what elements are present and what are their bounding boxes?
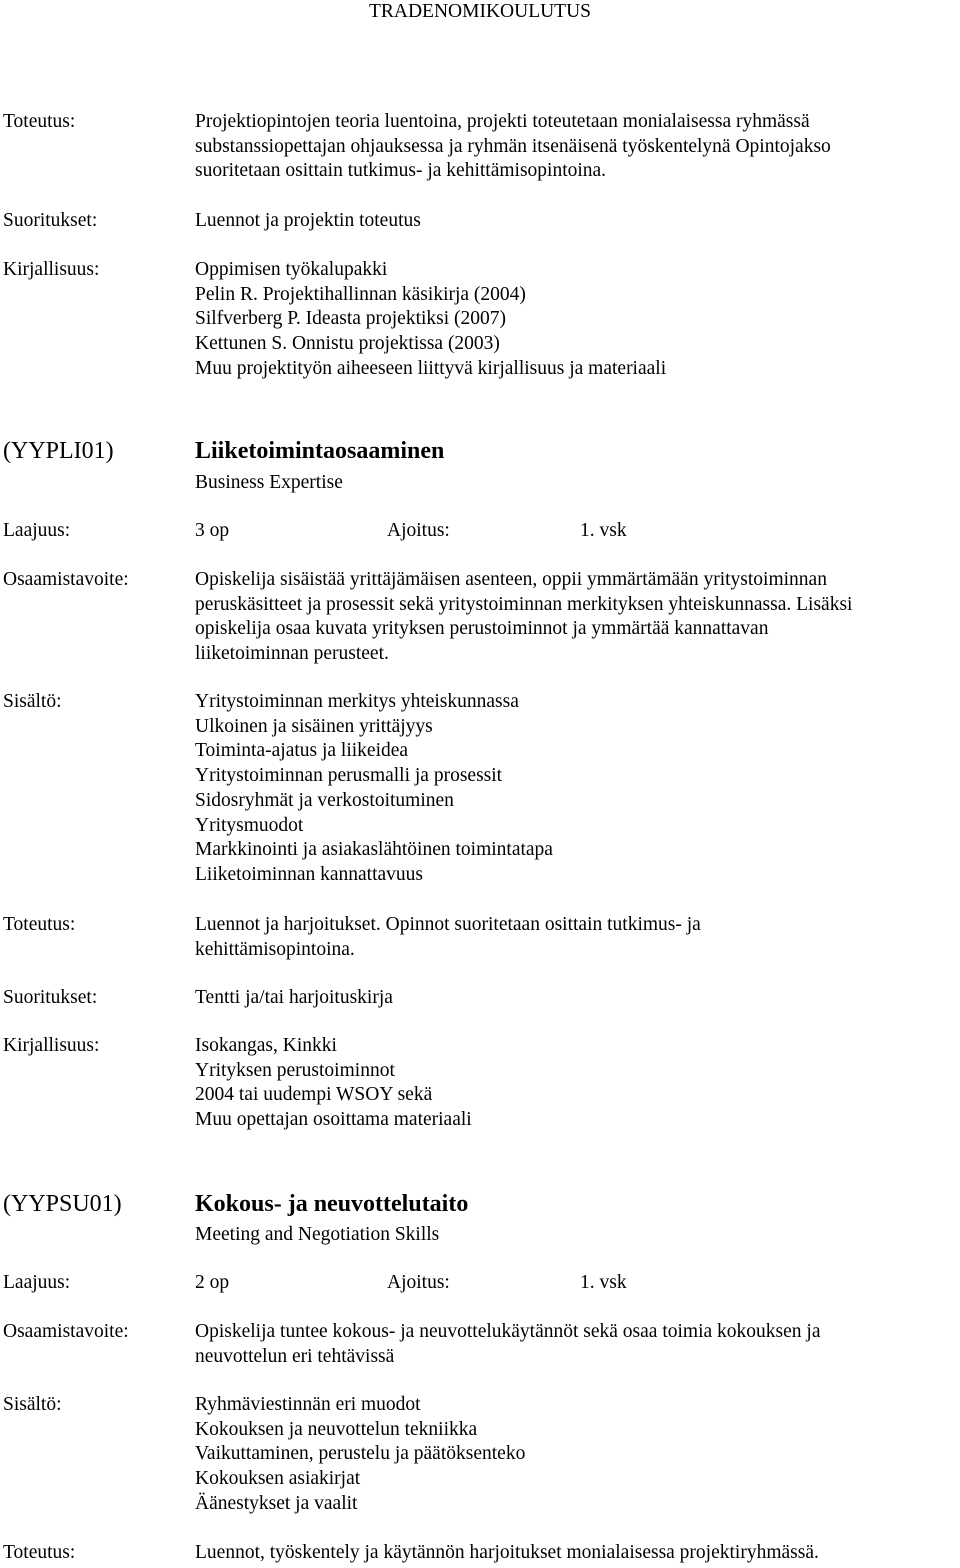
label-ajoitus: Ajoitus: xyxy=(387,1272,450,1293)
content-item: Yritystoiminnan merkitys yhteiskunnassa xyxy=(195,691,519,712)
text-line: substanssiopettajan ohjauksessa ja ryhmän itsenäisenä työskentelynä Opintojakso xyxy=(195,135,831,157)
content-item: Vaikuttaminen, perustelu ja päätöksenteko xyxy=(195,1443,526,1465)
course-subtitle: Meeting and Negotiation Skills xyxy=(195,1224,440,1245)
text-line: neuvottelun eri tehtävissä xyxy=(195,1345,395,1367)
text-line: suoritetaan osittain tutkimus- ja kehittämisopintoina. xyxy=(195,160,607,182)
prev-toteutus xyxy=(195,110,955,184)
literature-item: Pelin R. Projektihallinnan käsikirja (2004) xyxy=(195,283,526,305)
literature-item: Muu projektityön aiheeseen liittyvä kirjallisuus ja materiaali xyxy=(195,357,667,379)
label-toteutus: Toteutus: xyxy=(3,111,76,132)
course-code: (YYPSU01) xyxy=(3,1191,122,1217)
course-sisalto xyxy=(195,690,955,888)
course-suoritukset: Tentti ja/tai harjoituskirja xyxy=(195,987,393,1008)
text-line: kehittämisopintoina. xyxy=(195,938,355,960)
content-item: Kokouksen asiakirjat xyxy=(195,1468,361,1490)
course-ajoitus: 1. vsk xyxy=(580,520,627,541)
literature-item: Isokangas, Kinkki xyxy=(195,1035,337,1056)
content-item: Toiminta-ajatus ja liikeidea xyxy=(195,740,409,762)
literature-item: Silfverberg P. Ideasta projektiksi (2007) xyxy=(195,308,507,330)
label-kirjallisuus: Kirjallisuus: xyxy=(3,1035,100,1056)
content-item: Yritystoiminnan perusmalli ja prosessit xyxy=(195,765,503,787)
course-subtitle: Business Expertise xyxy=(195,472,343,493)
label-suoritukset: Suoritukset: xyxy=(3,987,98,1008)
course-toteutus: Luennot, työskentely ja käytännön harjoitukset monialaisessa projektiryhmässä. xyxy=(195,1542,819,1563)
course-osaamistavoite xyxy=(195,1320,955,1369)
content-item: Liiketoiminnan kannattavuus xyxy=(195,863,423,885)
literature-item: 2004 tai uudempi WSOY sekä xyxy=(195,1084,433,1106)
text-line: liiketoiminnan perusteet. xyxy=(195,643,389,665)
prev-suoritukset: Luennot ja projektin toteutus xyxy=(195,210,421,231)
course-ajoitus: 1. vsk xyxy=(580,1272,627,1293)
label-sisalto: Sisältö: xyxy=(3,1394,62,1415)
label-osaamistavoite: Osaamistavoite: xyxy=(3,1321,129,1342)
course-title: Liiketoimintaosaaminen xyxy=(195,438,445,464)
content-item: Kokouksen ja neuvottelun tekniikka xyxy=(195,1418,478,1440)
text-line: peruskäsitteet ja prosessit sekä yritystoiminnan merkityksen yhteiskunnassa. Lisäksi xyxy=(195,593,853,615)
label-sisalto: Sisältö: xyxy=(3,691,62,712)
text-line: Projektiopintojen teoria luentoina, projekti toteutetaan monialaisessa ryhmässä xyxy=(195,111,810,132)
literature-item: Yrityksen perustoiminnot xyxy=(195,1059,395,1081)
literature-item: Muu opettajan osoittama materiaali xyxy=(195,1109,472,1131)
label-kirjallisuus: Kirjallisuus: xyxy=(3,259,100,280)
text-line: opiskelija osaa kuvata yrityksen perustoiminnot ja ymmärtää kannattavan xyxy=(195,618,769,640)
course-laajuus: 2 op xyxy=(195,1272,230,1293)
prev-kirjallisuus xyxy=(195,258,955,382)
label-osaamistavoite: Osaamistavoite: xyxy=(3,569,129,590)
content-item: Sidosryhmät ja verkostoituminen xyxy=(195,789,454,811)
label-ajoitus: Ajoitus: xyxy=(387,520,450,541)
content-item: Markkinointi ja asiakaslähtöinen toimintatapa xyxy=(195,839,553,861)
label-toteutus: Toteutus: xyxy=(3,1542,76,1563)
text-line: Opiskelija sisäistää yrittäjämäisen asenteen, oppii ymmärtämään yritystoiminnan xyxy=(195,569,827,590)
course-sisalto xyxy=(195,1393,955,1517)
content-item: Ryhmäviestinnän eri muodot xyxy=(195,1394,421,1415)
document-header: TRADENOMIKOULUTUS xyxy=(368,1,592,22)
content-item: Äänestykset ja vaalit xyxy=(195,1492,358,1514)
course-code: (YYPLI01) xyxy=(3,438,114,464)
label-suoritukset: Suoritukset: xyxy=(3,210,98,231)
course-title: Kokous- ja neuvottelutaito xyxy=(195,1191,469,1217)
literature-item: Oppimisen työkalupakki xyxy=(195,259,388,280)
text-line: Opiskelija tuntee kokous- ja neuvottelukäytännöt sekä osaa toimia kokouksen ja xyxy=(195,1321,821,1342)
content-item: Ulkoinen ja sisäinen yrittäjyys xyxy=(195,715,433,737)
label-laajuus: Laajuus: xyxy=(3,1272,71,1293)
course-kirjallisuus xyxy=(195,1034,955,1133)
course-osaamistavoite xyxy=(195,568,955,667)
course-toteutus xyxy=(195,913,955,962)
label-laajuus: Laajuus: xyxy=(3,520,71,541)
text-line: Luennot ja harjoitukset. Opinnot suoritetaan osittain tutkimus- ja xyxy=(195,914,701,935)
course-laajuus: 3 op xyxy=(195,520,230,541)
literature-item: Kettunen S. Onnistu projektissa (2003) xyxy=(195,333,500,355)
content-item: Yritysmuodot xyxy=(195,814,304,836)
label-toteutus: Toteutus: xyxy=(3,914,76,935)
